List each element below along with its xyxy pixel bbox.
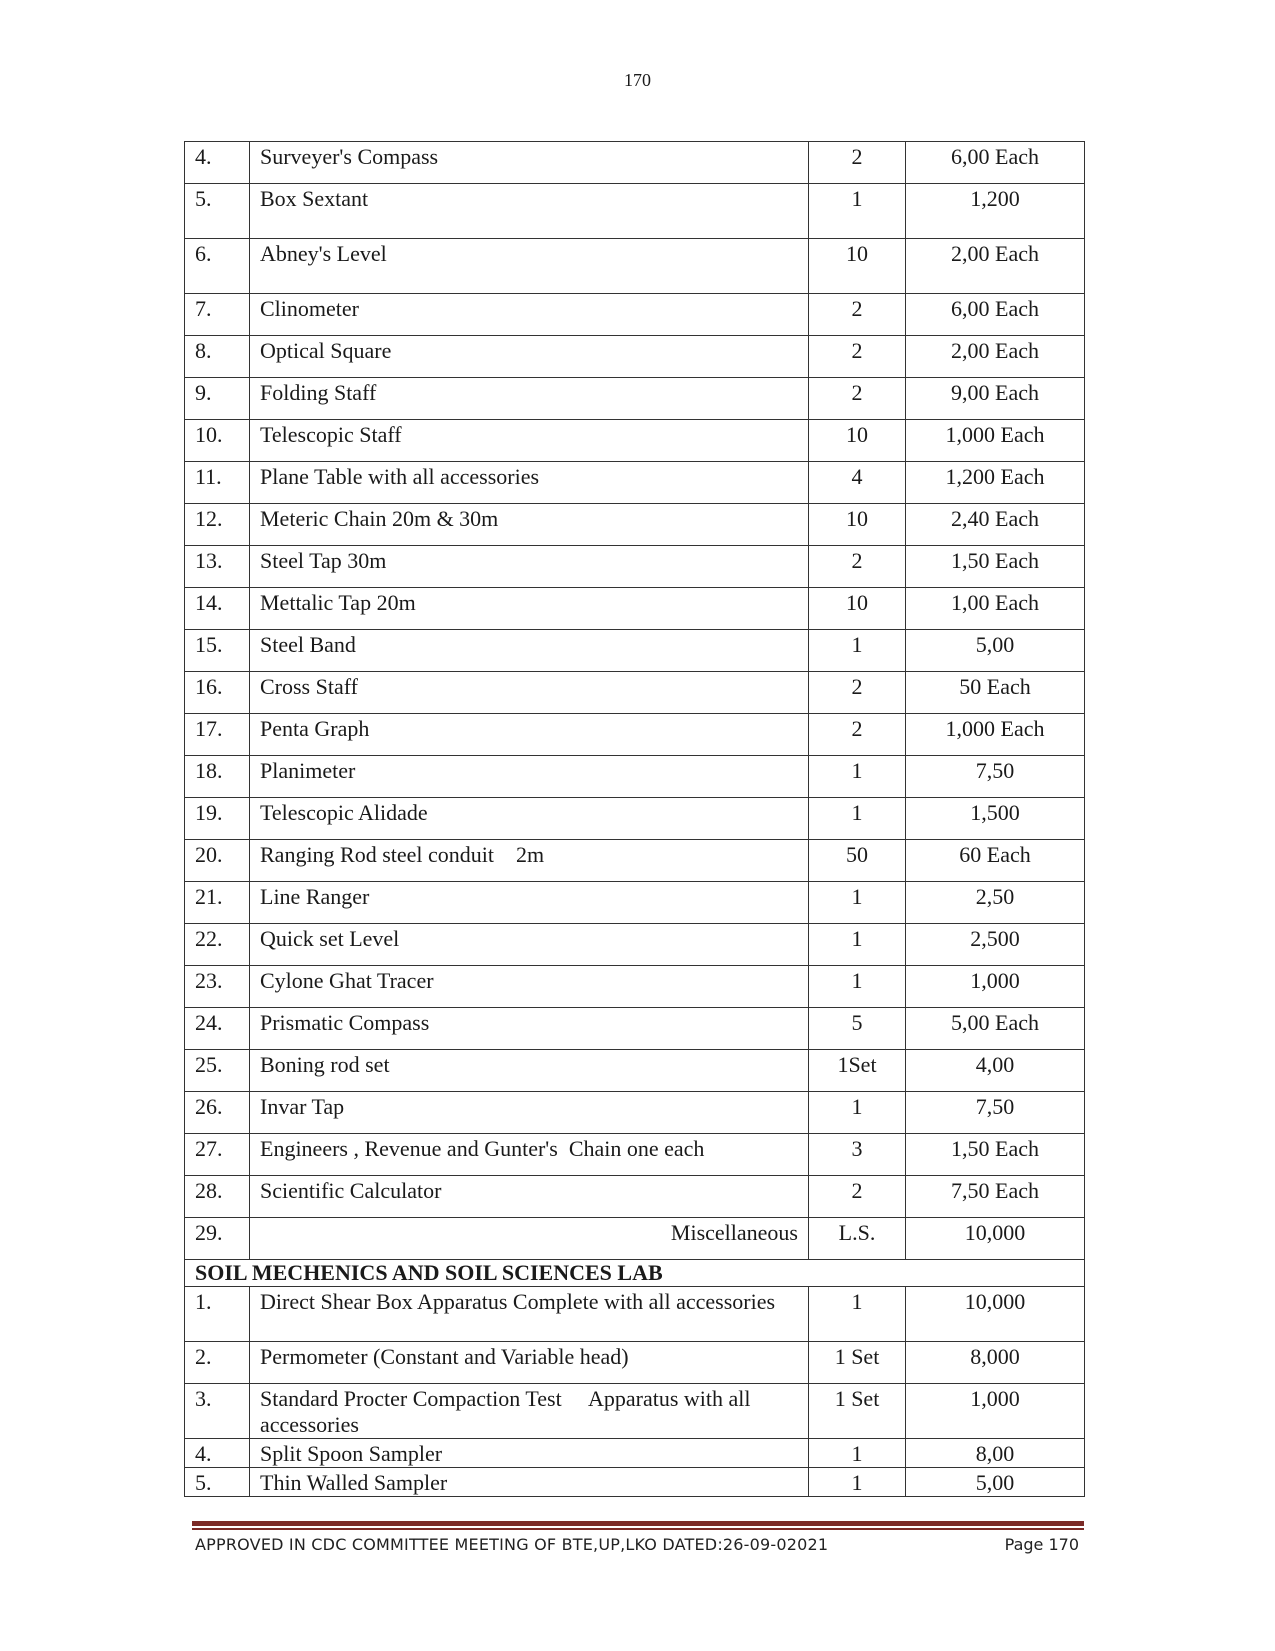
item-name: Split Spoon Sampler (250, 1439, 809, 1468)
row-number: 19. (185, 798, 250, 840)
row-number: 4. (185, 1439, 250, 1468)
table-row (185, 239, 1085, 294)
item-quantity: 1 (809, 630, 906, 672)
item-cost: 5,00 (906, 1468, 1085, 1497)
item-cost: 1,000 (906, 966, 1085, 1008)
item-cost: 2,500 (906, 924, 1085, 966)
footer-rule-thin (192, 1528, 1084, 1530)
row-number: 13. (185, 546, 250, 588)
item-cost: 1,500 (906, 798, 1085, 840)
item-cost: 1,200 (906, 184, 1085, 239)
item-quantity: 10 (809, 588, 906, 630)
row-number: 12. (185, 504, 250, 546)
row-number: 21. (185, 882, 250, 924)
item-cost: 7,50 Each (906, 1176, 1085, 1218)
table-row (185, 1092, 1085, 1134)
item-cost: 5,00 (906, 630, 1085, 672)
item-name: Planimeter (250, 756, 809, 798)
item-quantity: 2 (809, 672, 906, 714)
item-cost: 10,000 (906, 1218, 1085, 1260)
item-cost: 7,50 (906, 756, 1085, 798)
item-cost: 60 Each (906, 840, 1085, 882)
item-cost: 2,50 (906, 882, 1085, 924)
row-number: 23. (185, 966, 250, 1008)
table-row (185, 184, 1085, 239)
row-number: 15. (185, 630, 250, 672)
item-quantity: 1Set (809, 1050, 906, 1092)
footer-page-label: Page 170 (1004, 1535, 1079, 1554)
item-name: Cylone Ghat Tracer (250, 966, 809, 1008)
item-name: Scientific Calculator (250, 1176, 809, 1218)
section-header-row (185, 1260, 1085, 1287)
table-row (185, 1176, 1085, 1218)
item-quantity: L.S. (809, 1218, 906, 1260)
item-cost: 1,00 Each (906, 588, 1085, 630)
table-row (185, 546, 1085, 588)
row-number: 9. (185, 378, 250, 420)
item-quantity: 2 (809, 1176, 906, 1218)
item-name: Penta Graph (250, 714, 809, 756)
item-name: Direct Shear Box Apparatus Complete with all accessories (250, 1287, 809, 1342)
table-row (185, 798, 1085, 840)
table-row (185, 1468, 1085, 1497)
item-cost: 8,00 (906, 1439, 1085, 1468)
row-number: 3. (185, 1384, 250, 1439)
row-number: 28. (185, 1176, 250, 1218)
item-quantity: 1 (809, 756, 906, 798)
table-row (185, 462, 1085, 504)
table-row (185, 336, 1085, 378)
footer-approval-text: APPROVED IN CDC COMMITTEE MEETING OF BTE,UP,LKO DATED:26-09-02021 (195, 1535, 829, 1554)
item-cost: 2,00 Each (906, 239, 1085, 294)
table-row (185, 294, 1085, 336)
row-number: 5. (185, 1468, 250, 1497)
item-cost: 4,00 (906, 1050, 1085, 1092)
row-number: 11. (185, 462, 250, 504)
item-name: Folding Staff (250, 378, 809, 420)
item-quantity: 1 (809, 966, 906, 1008)
item-cost: 50 Each (906, 672, 1085, 714)
item-name: Meteric Chain 20m & 30m (250, 504, 809, 546)
section-title: SOIL MECHENICS AND SOIL SCIENCES LAB (185, 1260, 1085, 1287)
row-number: 10. (185, 420, 250, 462)
item-name: Steel Tap 30m (250, 546, 809, 588)
item-name: Engineers , Revenue and Gunter's Chain one each (250, 1134, 809, 1176)
item-cost: 6,00 Each (906, 294, 1085, 336)
item-name: Box Sextant (250, 184, 809, 239)
table-row (185, 966, 1085, 1008)
item-cost: 1,50 Each (906, 1134, 1085, 1176)
item-name: Steel Band (250, 630, 809, 672)
table-row (185, 756, 1085, 798)
row-number: 25. (185, 1050, 250, 1092)
table-row (185, 1439, 1085, 1468)
item-name: Boning rod set (250, 1050, 809, 1092)
item-quantity: 2 (809, 336, 906, 378)
item-quantity: 2 (809, 294, 906, 336)
item-name: Permometer (Constant and Variable head) (250, 1342, 809, 1384)
table-row (185, 142, 1085, 184)
table-row (185, 630, 1085, 672)
table-row (185, 924, 1085, 966)
page-number-top: 170 (624, 70, 651, 90)
item-cost: 2,00 Each (906, 336, 1085, 378)
item-quantity: 1 (809, 1287, 906, 1342)
row-number: 29. (185, 1218, 250, 1260)
row-number: 8. (185, 336, 250, 378)
table-row (185, 1008, 1085, 1050)
item-name: Ranging Rod steel conduit 2m (250, 840, 809, 882)
row-number: 6. (185, 239, 250, 294)
item-cost: 9,00 Each (906, 378, 1085, 420)
item-quantity: 1 (809, 1439, 906, 1468)
item-name: Surveyer's Compass (250, 142, 809, 184)
footer-rule (192, 1521, 1084, 1526)
item-quantity: 1 (809, 882, 906, 924)
item-quantity: 2 (809, 142, 906, 184)
item-quantity: 1 (809, 1092, 906, 1134)
row-number: 22. (185, 924, 250, 966)
row-number: 5. (185, 184, 250, 239)
item-quantity: 50 (809, 840, 906, 882)
item-quantity: 1 (809, 924, 906, 966)
item-name: Telescopic Alidade (250, 798, 809, 840)
item-quantity: 4 (809, 462, 906, 504)
row-number: 27. (185, 1134, 250, 1176)
item-name: Clinometer (250, 294, 809, 336)
item-name: Thin Walled Sampler (250, 1468, 809, 1497)
item-quantity: 10 (809, 239, 906, 294)
item-name: Telescopic Staff (250, 420, 809, 462)
table-row (185, 1287, 1085, 1342)
row-number: 17. (185, 714, 250, 756)
row-number: 2. (185, 1342, 250, 1384)
item-quantity: 2 (809, 546, 906, 588)
item-name: Cross Staff (250, 672, 809, 714)
table-row (185, 1218, 1085, 1260)
table-row (185, 840, 1085, 882)
item-cost: 1,50 Each (906, 546, 1085, 588)
table-row (185, 882, 1085, 924)
item-quantity: 1 (809, 1468, 906, 1497)
item-name: Miscellaneous (250, 1218, 809, 1260)
item-name: Standard Procter Compaction Test Apparatus with all accessories (250, 1384, 809, 1439)
item-name: Line Ranger (250, 882, 809, 924)
table-row (185, 1134, 1085, 1176)
row-number: 26. (185, 1092, 250, 1134)
table-row (185, 504, 1085, 546)
item-quantity: 2 (809, 378, 906, 420)
table-row (185, 378, 1085, 420)
table-row (185, 672, 1085, 714)
table-row (185, 588, 1085, 630)
equipment-table-body (185, 142, 1085, 1497)
row-number: 14. (185, 588, 250, 630)
row-number: 7. (185, 294, 250, 336)
item-name: Abney's Level (250, 239, 809, 294)
item-cost: 1,000 Each (906, 714, 1085, 756)
item-name: Mettalic Tap 20m (250, 588, 809, 630)
row-number: 24. (185, 1008, 250, 1050)
item-quantity: 1 (809, 184, 906, 239)
table-row (185, 1342, 1085, 1384)
row-number: 1. (185, 1287, 250, 1342)
item-cost: 2,40 Each (906, 504, 1085, 546)
item-quantity: 3 (809, 1134, 906, 1176)
row-number: 4. (185, 142, 250, 184)
equipment-table (184, 141, 1085, 1497)
item-quantity: 10 (809, 504, 906, 546)
item-name: Plane Table with all accessories (250, 462, 809, 504)
table-row (185, 714, 1085, 756)
item-name: Prismatic Compass (250, 1008, 809, 1050)
item-cost: 8,000 (906, 1342, 1085, 1384)
item-cost: 1,000 (906, 1384, 1085, 1439)
row-number: 16. (185, 672, 250, 714)
item-cost: 10,000 (906, 1287, 1085, 1342)
item-quantity: 1 (809, 798, 906, 840)
item-quantity: 10 (809, 420, 906, 462)
item-name: Optical Square (250, 336, 809, 378)
item-name: Invar Tap (250, 1092, 809, 1134)
item-cost: 1,200 Each (906, 462, 1085, 504)
item-quantity: 1 Set (809, 1342, 906, 1384)
item-cost: 7,50 (906, 1092, 1085, 1134)
table-row (185, 1050, 1085, 1092)
item-quantity: 5 (809, 1008, 906, 1050)
item-cost: 1,000 Each (906, 420, 1085, 462)
table-row (185, 420, 1085, 462)
row-number: 20. (185, 840, 250, 882)
row-number: 18. (185, 756, 250, 798)
table-row (185, 1384, 1085, 1439)
item-cost: 5,00 Each (906, 1008, 1085, 1050)
item-cost: 6,00 Each (906, 142, 1085, 184)
item-quantity: 2 (809, 714, 906, 756)
item-name: Quick set Level (250, 924, 809, 966)
item-quantity: 1 Set (809, 1384, 906, 1439)
